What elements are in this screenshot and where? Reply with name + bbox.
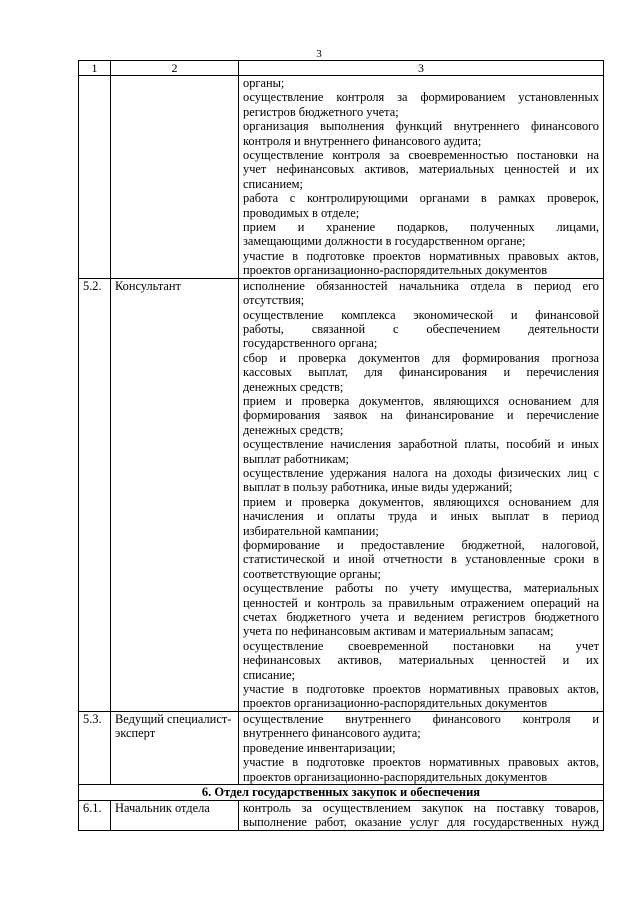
duty-line: осуществление начисления заработной платы, пособий и иных [243,437,599,452]
duty-line: проектов организационно-распорядительных документов [243,769,548,784]
duty-line: осуществление контроля за формированием установленных [243,90,599,105]
row-number: 5.3. [79,711,111,784]
duty-line: ценностей и контроль за правильным отражением операций на [243,595,599,610]
duty-line: проектов организационно-распорядительных документов [243,263,548,278]
duty-line: организация выполнения функций внутреннего финансового [243,119,599,134]
duty-line: избирательной кампании; [243,523,379,538]
duty-line: счетах бюджетного учета и ведением регистров бюджетного [243,610,599,625]
row-number [79,76,111,279]
duty-line: списанием; [243,176,303,191]
duty-line: исполнение обязанностей начальника отдела в период его [243,278,599,293]
duty-line: формирование и предоставление бюджетной, налоговой, [243,538,599,552]
duty-line: осуществление внутреннего финансового контроля и [243,711,599,726]
duty-line: проектов организационно-распорядительных документов [243,696,548,711]
table-row [79,278,604,711]
duties-table [78,60,604,831]
duty-line: работа с контролирующими органами в рамках проверок, [243,191,599,206]
position-title: Консультант [111,278,239,711]
duties-text [239,76,604,279]
duty-line: органы; [243,76,285,90]
duty-line: регистров бюджетного учета; [243,104,399,119]
duty-line: учета по нефинансовым активам и материальным запасам; [243,624,554,639]
duty-line: прием и проверка документов, являющихся основанием для [243,494,599,509]
duty-line: осуществление контроля за своевременностью постановки на [243,148,599,163]
duty-line: осуществление удержания налога на доходы физических лиц с [243,465,599,480]
column-number-1: 1 [79,61,111,76]
section-heading-row [79,784,604,800]
duties-text [239,278,604,711]
page-number: 3 [316,48,322,60]
duty-line: денежных средств; [243,379,344,394]
duty-line: нефинансовых активов, материальных ценностей и их [243,653,599,668]
duty-line: статистической и иной отчетности в установленные сроки в [243,552,599,567]
duty-line: осуществление работы по учету имущества, материальных [243,581,599,596]
position-title: Начальник отдела [111,800,239,830]
position-title: Ведущий специалист-эксперт [111,711,239,784]
table-header-row [79,61,604,76]
duty-line: участие в подготовке проектов нормативных правовых актов, [243,682,599,697]
duty-line: списание; [243,667,296,682]
duty-line: проводимых в отделе; [243,205,360,220]
table-row [79,800,604,830]
duty-line: внутреннего финансового аудита; [243,726,421,741]
duty-line: проведение инвентаризации; [243,740,396,755]
duty-line: формирования заявок на финансирование и перечисление [243,408,599,423]
duty-line: прием и проверка документов, являющихся основанием для [243,393,599,408]
duty-line: участие в подготовке проектов нормативных правовых актов, [243,755,599,770]
duties-text [239,800,604,830]
column-number-3: 3 [239,61,604,76]
duty-line: участие в подготовке проектов нормативных правовых актов, [243,248,599,263]
duties-text [239,711,604,784]
row-number: 5.2. [79,278,111,711]
duty-line: сбор и проверка документов для формирования прогноза [243,350,599,365]
duty-line: государственного органа; [243,336,378,351]
duty-line: осуществление своевременной постановки на учет [243,638,599,653]
duty-line: денежных средств; [243,422,344,437]
table-row [79,76,604,279]
duty-line: отсутствия; [243,293,305,308]
duty-line: прием и хранение подарков, полученных лицами, [243,220,599,235]
section-heading: 6. Отдел государственных закупок и обеспечения [79,784,604,800]
duty-line: выполнение работ, оказание услуг для государственных нужд [243,815,599,830]
duty-line: кассовых выплат, для финансирования и перечисления [243,365,599,380]
duty-line: начисления и оплаты труда и иных выплат в период [243,509,599,524]
duty-line: контроля и внутреннего финансового аудита; [243,133,482,148]
column-number-2: 2 [111,61,239,76]
row-number: 6.1. [79,800,111,830]
duty-line: замещающими должности в государственном органе; [243,234,526,249]
duty-line: работы, связанной с обеспечением деятельности [243,321,599,336]
duty-line: осуществление комплекса экономической и финансовой [243,307,599,322]
duty-line: выплат работникам; [243,451,350,466]
duty-line: контроль за осуществлением закупок на поставку товаров, [243,800,599,815]
duty-line: учет нефинансовых активов, материальных ценностей и их [243,162,599,177]
table-row [79,711,604,784]
position-title [111,76,239,279]
duty-line: выплат в пользу работника, иные виды удержаний; [243,480,513,495]
duty-line: соответствующие органы; [243,566,381,581]
